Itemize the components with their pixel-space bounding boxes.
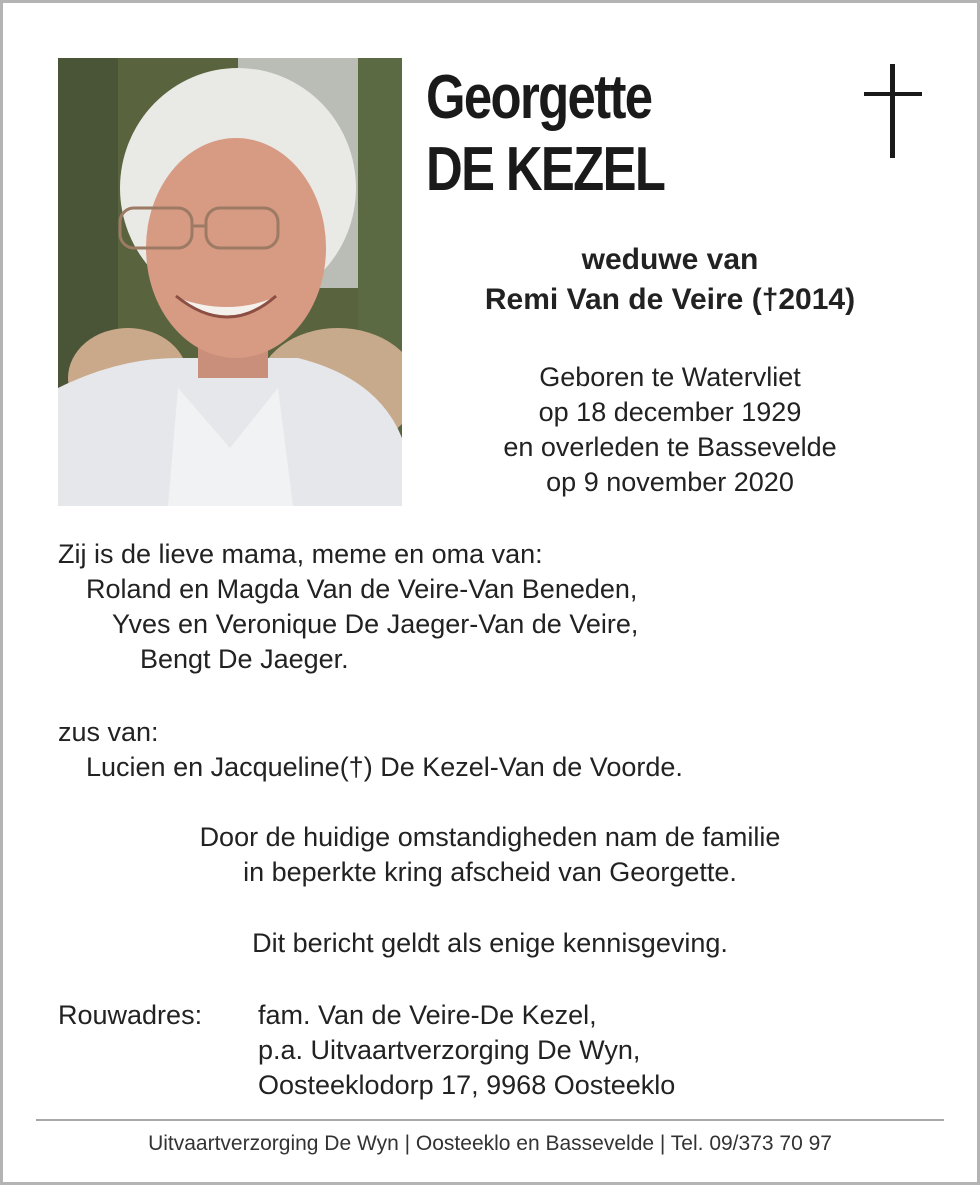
farewell-line: Door de huidige omstandigheden nam de familie xyxy=(199,822,781,852)
siblings-intro: zus van: xyxy=(58,717,159,747)
death-place: en overleden te Bassevelde xyxy=(503,432,837,462)
family-member: Yves en Veronique De Jaeger-Van de Veire, xyxy=(112,609,639,639)
address-line: p.a. Uitvaartverzorging De Wyn, xyxy=(258,1035,641,1065)
family-member: Roland en Magda Van de Veire-Van Beneden, xyxy=(86,574,638,604)
life-dates xyxy=(420,360,920,500)
footer-text: Uitvaartverzorging De Wyn | Oosteeklo en Bassevelde | Tel. 09/373 70 97 xyxy=(148,1132,832,1155)
cross-icon xyxy=(864,64,922,160)
address-line: Oosteeklodorp 17, 9968 Oosteeklo xyxy=(258,1070,676,1100)
address-line: fam. Van de Veire-De Kezel, xyxy=(258,1000,597,1030)
birth-date: op 18 december 1929 xyxy=(538,397,802,427)
birth-place: Geboren te Watervliet xyxy=(539,362,801,392)
address-label: Rouwadres: xyxy=(58,1000,203,1030)
footer-divider xyxy=(36,1119,944,1121)
widow-label: weduwe van xyxy=(581,243,759,276)
last-name: DE KEZEL xyxy=(426,135,665,204)
notice-text: Dit bericht geldt als enige kennisgeving. xyxy=(252,928,728,958)
sibling-member: Lucien en Jacqueline(†) De Kezel-Van de Voorde. xyxy=(86,752,683,782)
portrait-photo xyxy=(58,58,402,506)
family-intro: Zij is de lieve mama, meme en oma van: xyxy=(58,539,543,569)
spouse-name: Remi Van de Veire (†2014) xyxy=(484,283,856,316)
spouse-info xyxy=(420,240,920,320)
farewell-line: in beperkte kring afscheid van Georgette. xyxy=(243,857,737,887)
family-member: Bengt De Jaeger. xyxy=(140,644,349,674)
death-date: op 9 november 2020 xyxy=(546,467,794,497)
deceased-name xyxy=(426,62,664,206)
first-name: Georgette xyxy=(426,63,652,132)
